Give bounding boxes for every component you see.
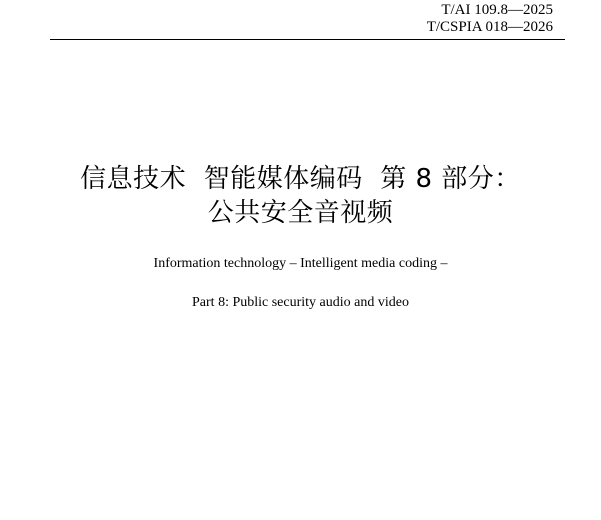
standard-code-secondary: T/CSPIA 018—2026 bbox=[426, 19, 553, 35]
header-rule bbox=[50, 39, 565, 40]
chinese-title bbox=[0, 162, 601, 230]
standard-codes bbox=[427, 2, 553, 36]
chinese-title-line-1: 信息技术 智能媒体编码 第 8 部分： bbox=[80, 164, 521, 194]
english-title-line-1: Information technology – Intelligent media coding – bbox=[153, 256, 448, 271]
english-title-line-2: Part 8: Public security audio and video bbox=[192, 295, 409, 310]
standard-code-primary: T/AI 109.8—2025 bbox=[441, 2, 553, 18]
chinese-title-line-2: 公共安全音视频 bbox=[207, 198, 394, 228]
